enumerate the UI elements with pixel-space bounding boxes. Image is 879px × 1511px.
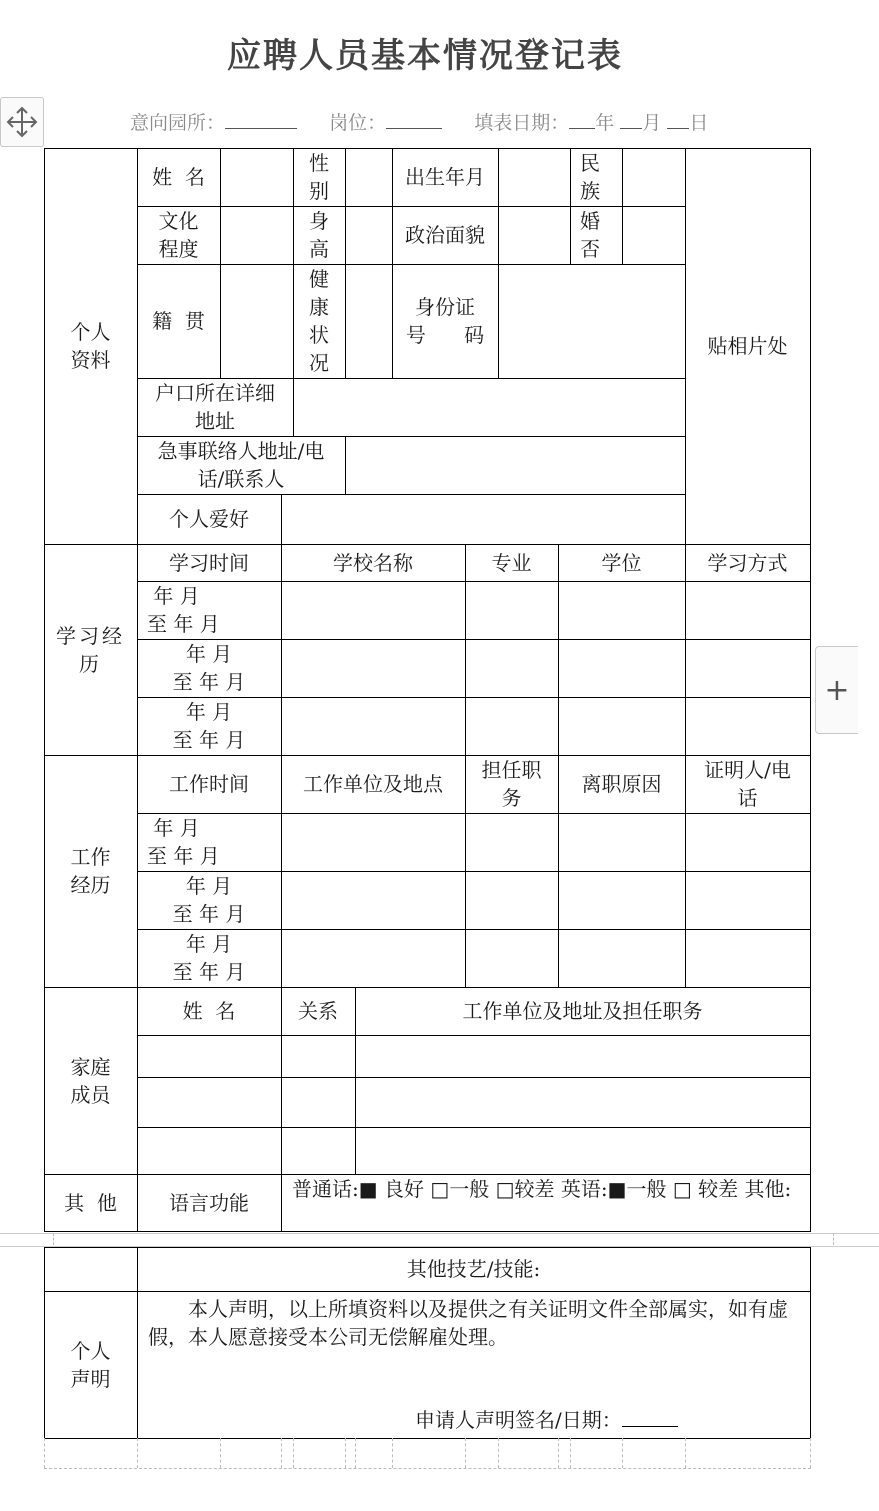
section-other: 其 他 <box>64 1190 117 1215</box>
health-input[interactable] <box>345 264 392 378</box>
id-number-label: 身份证 号 码 <box>405 295 485 347</box>
political-label: 政治面貌 <box>405 223 485 247</box>
study-period-2[interactable]: 年 月 至 年 月 <box>172 642 246 694</box>
year-label: 年 <box>595 112 615 134</box>
signature-line <box>415 1406 678 1434</box>
section-work-history: 工作 经历 <box>70 845 111 897</box>
study-header-mode: 学习方式 <box>707 550 788 575</box>
study-header-degree: 学位 <box>601 550 642 575</box>
marriage-label: 婚 否 <box>580 209 600 261</box>
emergency-contact-input[interactable] <box>345 436 685 494</box>
kindergarten-label: 意向园所： <box>130 112 226 134</box>
kindergarten-field[interactable] <box>225 110 297 129</box>
family-header-employer: 工作单位及地址及担任职务 <box>462 999 703 1023</box>
signature-field[interactable] <box>622 1406 678 1427</box>
work-header-reference: 证明人/电 话 <box>704 758 791 810</box>
gender-label: 性 别 <box>309 151 329 203</box>
section-declaration: 个人 声明 <box>70 1338 111 1391</box>
native-place-input[interactable] <box>220 264 293 378</box>
signature-label: 申请人声明签名/日期： <box>415 1408 622 1432</box>
family-header-name: 姓 名 <box>182 999 236 1023</box>
work-period-3[interactable]: 年 月 至 年 月 <box>172 932 246 984</box>
day-label: 日 <box>689 112 709 134</box>
work-header-time: 工作时间 <box>169 772 249 796</box>
language-ability-label: 语言功能 <box>169 1190 249 1215</box>
emergency-contact-label: 急事联络人地址/电 话/联系人 <box>157 439 325 491</box>
move-icon <box>5 105 39 139</box>
hobby-input[interactable] <box>281 494 685 544</box>
other-skills-label[interactable]: 其他技艺/技能: <box>406 1257 541 1281</box>
section-personal-info: 个人 资料 <box>70 320 111 372</box>
political-input[interactable] <box>498 206 570 264</box>
birth-input[interactable] <box>498 148 570 206</box>
education-input[interactable] <box>220 206 293 264</box>
ethnicity-label: 民 族 <box>580 151 600 203</box>
year-field[interactable] <box>569 110 595 129</box>
fill-date-label: 填表日期： <box>474 112 570 134</box>
month-field[interactable] <box>620 110 642 129</box>
education-label: 文化 程度 <box>158 209 199 261</box>
add-row-button[interactable] <box>815 646 858 734</box>
language-options[interactable]: 普通话:■ 良好 □一般 □较差 英语:■一般 □ 较差 其他: <box>292 1177 792 1201</box>
height-input[interactable] <box>345 206 392 264</box>
study-header-school: 学校名称 <box>333 550 413 575</box>
hukou-address-input[interactable] <box>293 378 685 436</box>
name-label: 姓 名 <box>152 165 205 189</box>
name-input[interactable] <box>220 148 293 206</box>
day-field[interactable] <box>667 110 689 129</box>
position-field[interactable] <box>386 110 442 129</box>
section-study-history: 学习经 历 <box>56 623 125 676</box>
hukou-address-label: 户口所在详细 地址 <box>155 381 275 433</box>
height-label: 身 高 <box>309 209 329 261</box>
work-period-2[interactable]: 年 月 至 年 月 <box>172 874 246 926</box>
section-family-members: 家庭 成员 <box>70 1054 111 1107</box>
work-header-employer: 工作单位及地点 <box>303 772 443 796</box>
study-period-1[interactable]: 年 月 至 年 月 <box>147 584 220 636</box>
work-period-1[interactable]: 年 月 至 年 月 <box>147 816 220 868</box>
family-header-relation: 关系 <box>298 999 338 1023</box>
health-label: 健 康 状 况 <box>309 267 329 375</box>
hobby-label: 个人爱好 <box>169 507 249 531</box>
form-meta-line <box>130 108 708 135</box>
work-header-position: 担任职 务 <box>481 758 542 810</box>
table-move-handle[interactable] <box>0 97 44 147</box>
photo-area[interactable]: 贴相片处 <box>707 334 788 358</box>
declaration-text: 本人声明，以上所填资料以及提供之有关证明文件全部属实，如有虚假，本人愿意接受本公司无偿解雇处理。 <box>148 1297 788 1349</box>
page-break <box>0 1233 879 1247</box>
id-number-input[interactable] <box>498 264 685 378</box>
gender-input[interactable] <box>345 148 392 206</box>
birth-label: 出生年月 <box>405 165 485 189</box>
marriage-input[interactable] <box>622 206 685 264</box>
study-header-time: 学习时间 <box>169 550 249 575</box>
native-place-label: 籍 贯 <box>152 309 205 333</box>
position-label: 岗位： <box>329 112 387 134</box>
month-label: 月 <box>642 112 662 134</box>
ethnicity-input[interactable] <box>622 148 685 206</box>
study-period-3[interactable]: 年 月 至 年 月 <box>172 700 246 752</box>
work-header-leave-reason: 离职原因 <box>581 772 662 796</box>
form-title: 应聘人员基本情况登记表 <box>227 36 623 76</box>
plus-icon: + <box>824 672 850 708</box>
study-header-major: 专业 <box>491 550 532 575</box>
